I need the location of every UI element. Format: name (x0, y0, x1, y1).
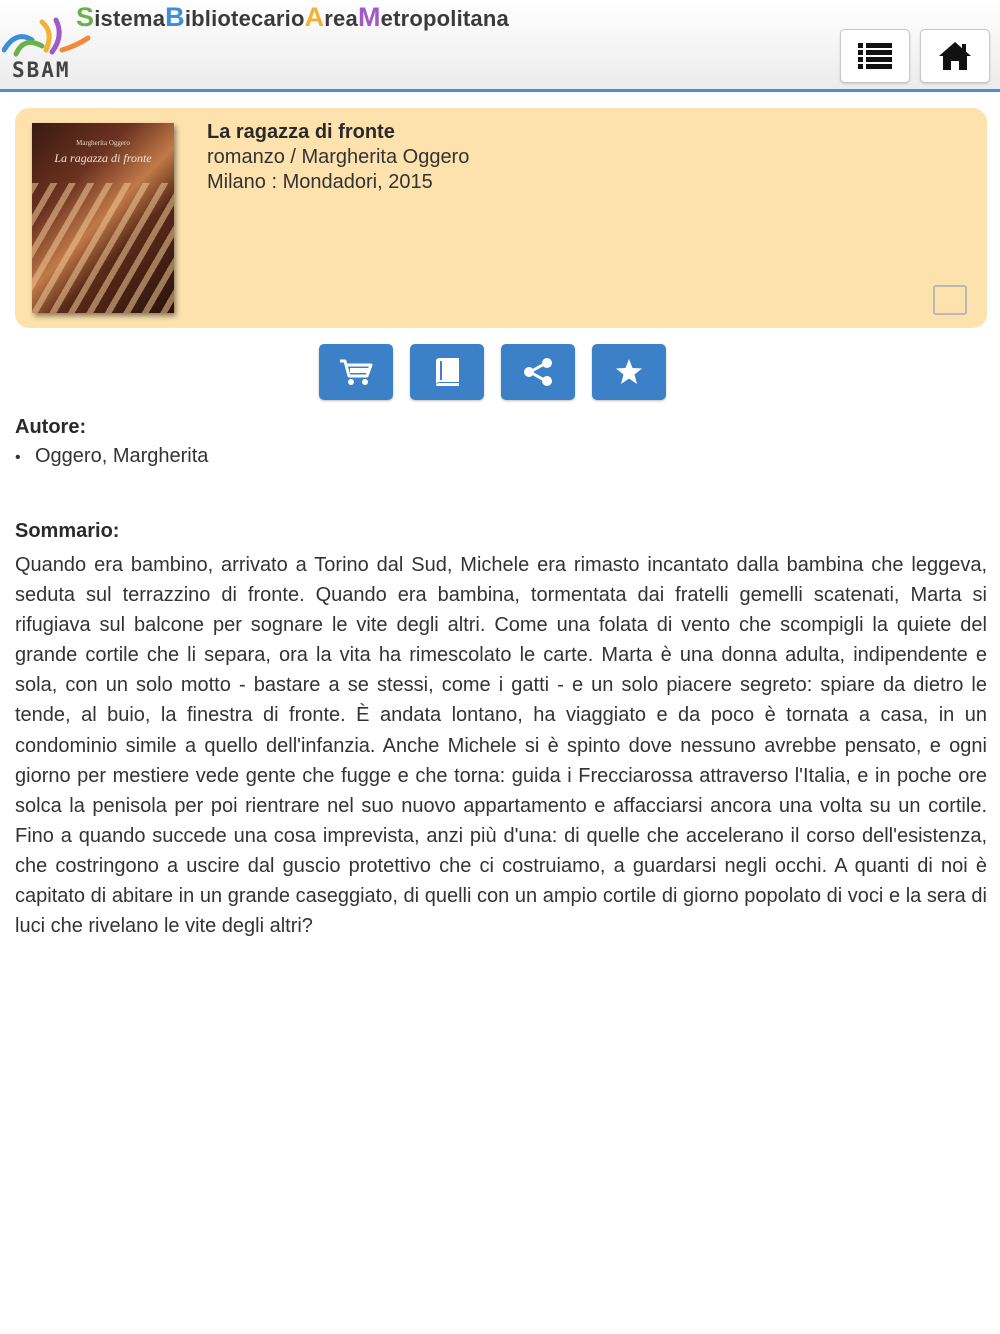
app-header (0, 0, 1000, 92)
book-icon (433, 357, 461, 387)
reserve-button[interactable] (319, 344, 393, 400)
book-details-button[interactable] (410, 344, 484, 400)
logo-word-metropolitana: etropolitana (380, 6, 509, 31)
cover-author: Margherita Oggero (76, 139, 130, 147)
cover-title: La ragazza di fronte (54, 151, 152, 165)
record-card (15, 108, 987, 328)
logo-title (76, 2, 509, 33)
share-icon (522, 357, 554, 387)
action-toolbar (0, 344, 1000, 400)
book-publication: Milano : Mondadori, 2015 (207, 171, 433, 193)
logo-letter-b: B (165, 2, 185, 32)
book-title[interactable]: La ragazza di fronte (207, 121, 395, 143)
author-item[interactable] (15, 445, 208, 468)
select-checkbox[interactable] (933, 285, 967, 315)
summary-text: Quando era bambino, arrivato a Torino dal Sud, Michele era rimasto incantato dalla bambina che leggeva, seduta sul terrazzino di fronte. Quando era bambina, tormentata dai fratelli gemelli scatenati, Marta si rifugiava sul balcone per sognare le vite degli altri. Come una folata di vento che scompigli la quiete del grande cortile che li separa, ora la vita ha rimescolato le carte. Marta è una donna adulta, indipendente e sola, con un solo motto - bastare a se stessi, come i gatti - e un solo piacere segreto: spiare da dietro le tende, al buio, la finestra di fronte. È andata lontano, ha viaggiato e da poco è tornata a casa, in un condominio simile a quello dell'infanzia. Anche Michele si è spinto dove nessuno avrebbe pensato, e ogni giorno per mestiere vede gente che fugge e che torna: guida i Frecciarossa attraverso l'Italia, e in poche ore solca la penisola per poi rientrare nel suo nuovo appartamento e affacciarsi ancora una volta su un cortile. Fino a quando succede una cosa imprevista, anzi più d'una: di quelle che accelerano il corso dell'esistenza, che costringono a uscire dal guscio protettivo che ci costruiamo, a guardarsi negli occhi. A quanti di noi è capitato di abitare in un grande caseggiato, di quelli con un ampio cortile di giorno popolato di voci e la sera di luci che rivelano le vite degli altri? (15, 554, 987, 938)
list-icon (858, 42, 892, 70)
menu-button[interactable] (840, 29, 910, 83)
logo-letter-m: M (357, 2, 381, 32)
share-button[interactable] (501, 344, 575, 400)
logo-word-bibliotecario: ibliotecario (184, 6, 305, 31)
logo-word-sistema: istema (94, 6, 166, 31)
logo-acronym: SBAM (12, 58, 71, 82)
logo-letter-a: A (304, 2, 325, 32)
logo-letter-s: S (76, 2, 95, 32)
logo-word-area: rea (324, 6, 358, 31)
author-list (15, 445, 208, 468)
cart-icon (339, 358, 373, 386)
summary-label: Sommario: (15, 520, 120, 542)
book-subtitle: romanzo / Margherita Oggero (207, 146, 470, 168)
author-label: Autore: (15, 416, 87, 438)
cover-art (32, 183, 174, 313)
book-info (207, 120, 469, 195)
book-cover-image[interactable] (32, 123, 174, 313)
home-icon (938, 41, 972, 71)
author-name[interactable]: Oggero, Margherita (35, 445, 209, 467)
home-button[interactable] (920, 29, 990, 83)
star-icon (614, 358, 644, 386)
favorite-button[interactable] (592, 344, 666, 400)
